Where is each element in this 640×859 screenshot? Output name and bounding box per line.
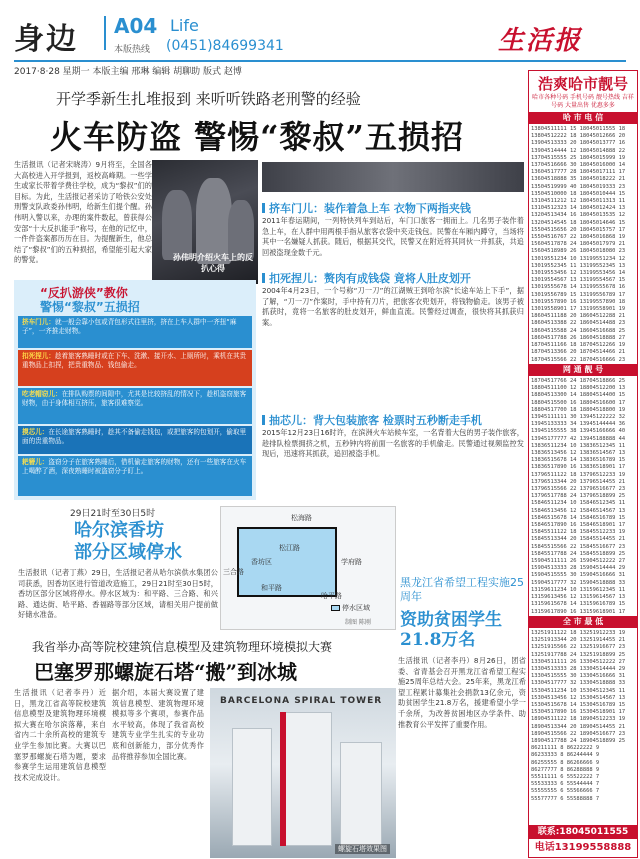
ads-row: 13304515555 30 13304516666 31	[531, 673, 626, 680]
map-credit: 制图 陈刚	[345, 619, 371, 626]
ads-row: 13159613456 12 13159614567 13	[531, 594, 626, 601]
outage-title-2: 部分区域停水	[74, 542, 182, 563]
tower-render	[210, 688, 396, 858]
ads-row: 15304511234 10 15304512345 11	[531, 687, 626, 694]
outage-title-1: 哈尔滨香坊	[74, 520, 164, 541]
render-caption: 螺旋石塔效果图	[335, 844, 390, 854]
article-body-3: 2015年12月23日16时许，在滨洲火车站候车室，一名背着大包的男子装作旅客，趁排队检票拥挤之机，五秒钟内将前面一名旅客的手机偷走。民警通过视频监控发现后，迅速将其抓获，追回被盗手机。	[262, 428, 524, 459]
tip-key: 扣死捏儿：	[22, 352, 55, 360]
anti-theft-box	[14, 280, 256, 500]
header-rule	[14, 60, 626, 62]
ads-row: 15304517890 16 15304518901 17	[531, 709, 626, 716]
ads-row: 13796515566 22 13796516677 23	[531, 486, 626, 493]
header-divider	[104, 16, 106, 50]
ads-row: 15604517878 24 18045017979 21	[531, 241, 626, 248]
ads-row: 15846511234 10 15846512345 11	[531, 500, 626, 507]
map-label: 学府路	[341, 558, 362, 566]
ads-row: 13159615678 14 13159616789 15	[531, 601, 626, 608]
ads-row: 13796511122 18 13796512233 19	[531, 471, 626, 478]
ads-row: 15304513456 12 15304514567 13	[531, 694, 626, 701]
map-label: 松江路	[279, 544, 300, 552]
ads-row: 18804515500 16 18804516600 17	[531, 399, 626, 406]
ads-row: 13019555678 14 13199555678 16	[531, 284, 626, 291]
article-body-1: 2011年春运期间，一列特快列车到站后，车门口旅客一拥而上。几名男子装作着急上车，在人群中用两根手指从旅客衣袋中夹走钱包。民警在车厢内蹲守，当场将其中一名嫌疑人抓获。随后，根据其交代，民警又在附近将其同伙一并抓获，共追回被盗现金数千元。	[262, 216, 524, 257]
ads-row: 13251917788 24 13251918899 25	[531, 651, 626, 658]
ads-row: 13704515555 25 18045015999 19	[531, 154, 626, 161]
ads-row: 15604518989 26 18045018080 23	[531, 248, 626, 255]
tip-value: 趁着旅客熟睡时或在下车、洗漱、接开水、上厕所时，乘机在其贵重物品上扣捏，把贵重物品、钱包偷走。	[22, 352, 247, 370]
ads-row: 13304513333 28 13304514444 29	[531, 666, 626, 673]
ads-row: 13836515678 14 13836516789 15	[531, 457, 626, 464]
map-legend	[331, 603, 370, 613]
ads-row: 13204513434 16 18045013535 12	[531, 212, 626, 219]
ads-row: 13159611234 10 13159612345 11	[531, 586, 626, 593]
ads-row: 13019552345 11 13199552345 13	[531, 262, 626, 269]
ads-row: 13836517890 16 13836518901 17	[531, 464, 626, 471]
render-building	[340, 742, 382, 846]
ads-title: 浩爽哈市靓号	[529, 71, 637, 94]
ads-list	[529, 126, 637, 362]
ads-row: 86233333 8 86244444 9	[531, 752, 600, 759]
legend-label: 停水区域	[342, 604, 370, 612]
ads-row: 55577777 6 55588888 7	[531, 795, 600, 802]
ads-row: 15504516767 22 18045016868 19	[531, 234, 626, 241]
outage-body: 生活报讯（记者丁燕）29日，生活报记者从哈尔滨供水集团公司获悉，因香坊区进行管道改造施工，29日21时至30日5时，香坊区部分区域将停水。停水区域为：和平路、三合路、和兴路、通达街、哈平路、香福路等部分区域，请相关用户提前做好储水准备。	[18, 568, 218, 620]
render-building	[280, 712, 332, 846]
box-title-1: “反扒游侠”教你	[40, 286, 128, 300]
ads-row: 18804513300 14 18804514400 15	[531, 392, 626, 399]
map-label: 三合路	[223, 568, 244, 576]
ads-row: 15846515678 14 15846516789 15	[531, 514, 626, 521]
tip-value: 在排队购票的间隙中，尤其是比较挤乱的情况下，趁机盗窃旅客财物，由于身体相互挤压，旅客很难察觉。	[22, 390, 247, 408]
ads-row: 13019554567 13 13199554567 15	[531, 277, 626, 284]
aid-article	[398, 576, 526, 858]
ads-row: 15904511111 26 15904512222 27	[531, 558, 626, 565]
ads-row: 13159617890 16 13159618901 17	[531, 608, 626, 614]
ads-row: 15904513333 28 15904514444 29	[531, 565, 626, 572]
officer-photo	[152, 160, 258, 284]
render-accent	[280, 712, 286, 846]
ads-row: 13704516666 30 18045016000 14	[531, 162, 626, 169]
ads-row: 86277777 8 86288888 9	[531, 766, 600, 773]
water-outage-article	[14, 504, 396, 632]
ads-row: 13945155555 38 13945166666 40	[531, 428, 626, 435]
article-body-2: 2004年4月23日，一个号称“刀一刀”的江湖贼王到哈尔滨“长途车站上下手”，据了解，“刀一刀”作案时，手中持有刀片，把旅客衣兜划开，将钱物偷走。该男子被抓获时，竟将一名旅客的肚皮划开，鲜血直流。民警经过调查，很快将其抓获归案。	[262, 286, 524, 327]
tip-item	[18, 388, 252, 424]
tower-headline: 巴塞罗那螺旋石塔“搬”到冰城	[34, 660, 298, 684]
photo-caption: 孙伟明介绍火车上的反扒心得	[173, 253, 253, 273]
map-label: 香坊区	[251, 558, 272, 566]
article-head-2: 扣死捏儿：赘肉有成钱袋 竟将人肚皮划开	[262, 270, 471, 286]
aid-kicker: 黑龙江省希望工程实施25周年	[400, 576, 524, 603]
classified-ads	[528, 70, 638, 858]
ads-row: 18704515566 22 18704516666 23	[531, 356, 626, 362]
ads-row: 13504519999 40 18045019333 23	[531, 183, 626, 190]
tower-body-1: 生活报讯（记者李丹）近日，黑龙江省高等院校建筑信息模型及建筑物理环境模拟大赛在哈尔滨落幕，来自省内二十余所高校的建筑专业学生参加比赛。大赛以巴塞罗那螺旋石塔为题，要求参赛学生运用建筑信息模型技术完成设计。	[14, 688, 106, 782]
ads-row: 13304517777 32 13304518888 33	[531, 680, 626, 687]
aid-body: 生活报讯（记者李丹）8月26日，团省委、省青基会召开黑龙江省希望工程实施25周年总结大会。25年来，黑龙江希望工程累计募集社会捐款13亿余元，资助贫困学生21.8万名，援建希望小学一千余所，为改善贫困地区办学条件、助推教育公平发挥了重要作用。	[398, 656, 526, 729]
ads-row: 13019553456 12 13199553456 14	[531, 270, 626, 277]
hotline-label: 本版热线	[114, 45, 151, 55]
ads-row: 18904515566 22 18904516677 23	[531, 730, 626, 737]
ads-row: 13251915566 22 13251916677 23	[531, 644, 626, 651]
ads-row: 13019558901 17 13199558901 19	[531, 306, 626, 313]
ads-row: 13019556789 15 13199556789 17	[531, 291, 626, 298]
ads-row: 13904513333 20 18045013777 16	[531, 140, 626, 147]
tip-item	[18, 316, 252, 348]
ads-row: 13604518888 35 18045018222 21	[531, 176, 626, 183]
render-brand: BARCELONA SPIRAL TOWER	[220, 696, 383, 706]
main-headline: 火车防盗 警惕“黎叔”五损招	[50, 118, 464, 156]
section-title: 身边	[14, 22, 78, 57]
ads-subtitle: 哈市各种号码 手机号码 靓号热线 吉祥号码 大量出售 优惠多多	[532, 94, 634, 109]
ads-row: 18804517700 18 18804518800 19	[531, 406, 626, 413]
ads-row: 13304511111 26 13304512222 27	[531, 658, 626, 665]
train-photo	[262, 162, 524, 192]
tip-item	[18, 456, 252, 496]
ads-row: 13945111111 30 13945122222 32	[531, 414, 626, 421]
ads-row: 18604511188 20 18604512288 21	[531, 313, 626, 320]
tip-key: 挤车门儿：	[22, 318, 55, 326]
ads-row: 13945177777 42 13945188888 44	[531, 435, 626, 442]
render-building	[232, 728, 272, 846]
ads-band: 全 市 最 低	[529, 616, 637, 628]
ads-row: 15846513456 12 15846514567 13	[531, 507, 626, 514]
ads-row: 13836513456 12 13836514567 13	[531, 450, 626, 457]
newspaper-logo: 生活报	[498, 26, 583, 56]
ads-row: 18904517788 24 18904518899 25	[531, 738, 626, 745]
main-kicker: 开学季新生扎堆报到 来听听铁路老刑警的经验	[56, 90, 361, 108]
ads-row: 13804512222 18 18045012666 20	[531, 133, 626, 140]
ads-row: 13796517788 24 13796518899 25	[531, 493, 626, 500]
ads-row: 13019551234 10 13199551234 12	[531, 255, 626, 262]
tower-body-2: 据介绍，本届大赛设置了建筑信息模型、建筑物理环境模拟等多个赛项，参赛作品水平较高，体现了我省高校建筑专业学生扎实的专业功底和创新能力，部分优秀作品将推荐参加全国比赛。	[112, 688, 204, 761]
ads-row: 15504515656 20 18045015757 17	[531, 226, 626, 233]
ads-row: 13836511234 10 13836512345 11	[531, 442, 626, 449]
map-label: 和平路	[261, 584, 282, 592]
aid-headline: 资助贫困学生21.8万名	[400, 610, 502, 650]
ads-row: 55511111 6 55522222 7	[531, 774, 600, 781]
ads-row: 15845517788 24 15845518899 25	[531, 550, 626, 557]
ads-row: 55533333 6 55544444 7	[531, 781, 600, 788]
ads-row: 86255555 8 86266666 9	[531, 759, 600, 766]
ads-band: 哈 市 电 信	[529, 112, 637, 124]
ads-row: 13019557890 16 13199557890 18	[531, 298, 626, 305]
legend-swatch	[331, 605, 340, 611]
photo-figure	[228, 200, 254, 260]
ads-row: 18904511122 18 18904512233 19	[531, 716, 626, 723]
ads-row: 18704513366 20 18704514466 21	[531, 349, 626, 356]
ads-row: 15845515566 22 15845516677 23	[531, 543, 626, 550]
ads-row: 13604517777 28 18045017111 17	[531, 169, 626, 176]
ads-row: 13204514545 18 18045014646 15	[531, 219, 626, 226]
tower-article	[14, 638, 396, 858]
page-header	[0, 0, 640, 62]
ads-row: 86211111 8 86222222 9	[531, 745, 600, 752]
ads-row: 18604513388 22 18604514488 23	[531, 320, 626, 327]
ads-row: 13104512323 14 18045012424 13	[531, 205, 626, 212]
tip-key: 耙簪儿：	[22, 458, 49, 466]
page-number: A04	[114, 14, 158, 38]
tip-value: 就一般会靠小包或背包形式往里挤，挤在上车人群中一齐扭“麻子”，一齐推走财物。	[22, 318, 237, 336]
ads-row: 15845513344 20 15845514455 21	[531, 536, 626, 543]
outage-time: 29日21时至30日5时	[70, 509, 156, 519]
ads-band: 网 通 靓 号	[529, 364, 637, 376]
ads-phone[interactable]: 电话13199558888	[534, 842, 632, 853]
ads-row: 13796513344 20 13796514455 21	[531, 478, 626, 485]
article-head-1: 挤车门儿：装作着急上车 衣物下两指夹钱	[262, 200, 471, 216]
dateline: 2017·8·28 星期一 本版主编 邢琳 编辑 胡聊助 版式 赵博	[14, 67, 242, 77]
ads-row: 18604517788 26 18604518888 27	[531, 334, 626, 341]
ads-row: 18804511100 12 18804512200 13	[531, 385, 626, 392]
ads-row: 13251913344 20 13251914455 21	[531, 637, 626, 644]
ads-row: 13504510000 18 18045010444 15	[531, 190, 626, 197]
ads-contact[interactable]: 联系:18045011555	[529, 825, 637, 839]
ads-row: 13251911122 18 13251912233 19	[531, 630, 626, 636]
ads-row: 13104511212 12 18045011313 11	[531, 198, 626, 205]
article-head-3: 抽芯儿：背大包装旅客 检票时五秒断走手机	[262, 412, 482, 428]
ads-row: 18704517766 24 18704518866 25	[531, 378, 626, 384]
ads-row: 18604515588 24 18604516688 25	[531, 327, 626, 334]
map-label: 松海路	[291, 514, 312, 522]
tip-value: 盗窃分子在旅客熟睡后，借机偷走旅客的财物，还有一些旅客在火车上喝醉了酒，深夜熟睡时被盗窃分子盯上。	[22, 458, 247, 476]
ads-row: 13904514444 12 18045014888 22	[531, 147, 626, 154]
ads-row: 13945133333 34 13945144444 36	[531, 421, 626, 428]
ads-row: 15904517777 32 15904518888 33	[531, 579, 626, 586]
box-title-2: 警惕“黎叔”五损招	[40, 300, 140, 314]
section-tag: Life	[170, 16, 199, 35]
tip-value: 在长途旅客熟睡时，趁其不备偷走钱包，或把旅客的包划开，偷取里面的贵重物品。	[22, 428, 247, 446]
outage-map	[220, 506, 396, 630]
photo-figure	[162, 190, 192, 260]
map-label: 哈平路	[321, 592, 342, 600]
tip-key: 摸芯儿：	[22, 428, 49, 436]
ads-row: 15846517890 16 15846518901 17	[531, 522, 626, 529]
ads-list	[529, 378, 637, 614]
tip-key: 吃老帽窃儿：	[22, 390, 62, 398]
ads-row: 15845511122 18 15845512233 19	[531, 529, 626, 536]
tip-item	[18, 426, 252, 454]
ads-row: 15304515678 14 15304516789 15	[531, 702, 626, 709]
main-intro: 生活报讯（记者宋晓涛）9月将至，全国各大高校进入开学报到，返校高峰期。一些学生或家长带着学费往学校，成为“黎叔”们的目标。为此，生活报记者采访了哈铁公安处刑警支队政委孙伟明，给新生们提个醒。孙伟明入警以来，办理的案件数起，曾获得公安部“十大反扒能手”称号，在他的记忆中，一件件盗案都历历在目。为提醒新生，他总结了“黎叔”们的五种损招，希望能引起大家的警觉。	[14, 160, 152, 265]
hotline-number: (0451)84699341	[166, 38, 284, 54]
tip-item	[18, 350, 252, 386]
ads-row: 55555555 6 55566666 7	[531, 788, 600, 795]
ads-row: 13804511111 15 18045011555 18	[531, 126, 626, 132]
ads-row: 18904513344 20 18904514455 21	[531, 723, 626, 730]
ads-list	[529, 630, 637, 802]
tower-kicker: 我省举办高等院校建筑信息模型及建筑物理环境模拟大赛	[32, 640, 333, 654]
ads-row: 15904515555 30 15904516666 31	[531, 572, 626, 579]
ads-row: 18704511166 18 18704512266 19	[531, 342, 626, 349]
